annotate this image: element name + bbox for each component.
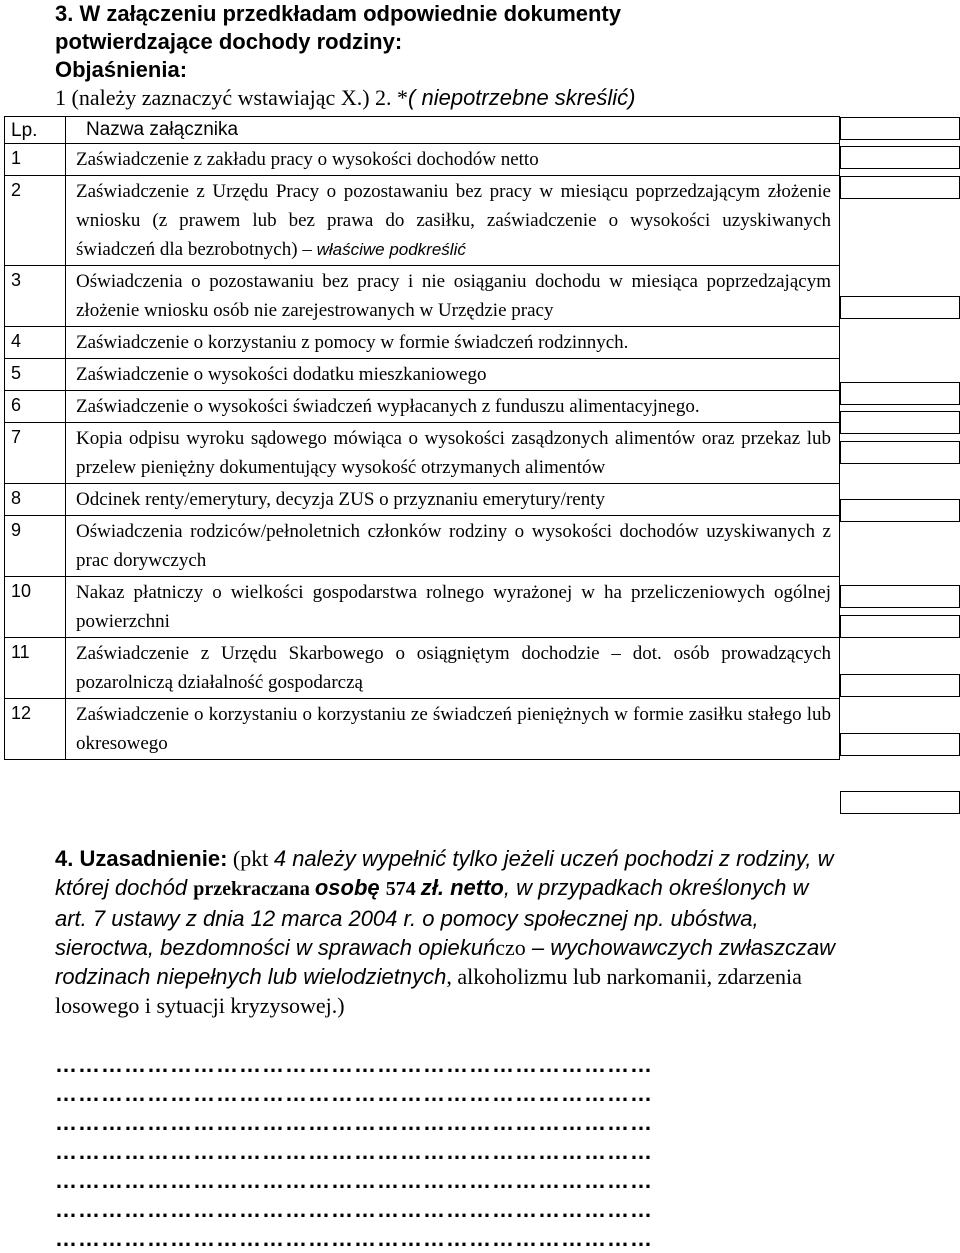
justification-part: 4 należy wypełnić tylko jeżeli uczeń pochodzi z rodziny, w której dochód [55, 846, 834, 900]
row-number: 12 [5, 699, 66, 760]
table-row [5, 577, 840, 638]
dotted-line[interactable]: …………………………………………………………………… [55, 1052, 653, 1077]
column-header-number: Lp. [5, 117, 66, 144]
dotted-line[interactable]: …………………………………………………………………… [55, 1226, 653, 1251]
table-header-row [5, 117, 840, 144]
row-number: 11 [5, 638, 66, 699]
row-text: Zaświadczenie o korzystaniu z pomocy w formie świadczeń rodzinnych. [66, 327, 840, 359]
checkbox-row-4[interactable] [840, 382, 960, 405]
checkbox-row-9[interactable] [840, 615, 960, 638]
section-3-title-line2: potwierdzające dochody rodziny: [55, 29, 403, 54]
dotted-line[interactable]: …………………………………………………………………… [55, 1081, 653, 1106]
dotted-line[interactable]: …………………………………………………………………… [55, 1168, 653, 1193]
table-row [5, 391, 840, 423]
explanations-label: Objaśnienia: [55, 57, 188, 82]
row-number: 5 [5, 359, 66, 391]
justification-part: 574 [385, 878, 421, 900]
row-number: 7 [5, 423, 66, 484]
justification-fill-area[interactable] [55, 1050, 855, 1253]
row-cell [66, 176, 840, 266]
row-number: 6 [5, 391, 66, 423]
checkbox-row-1[interactable] [840, 146, 960, 169]
checkbox-row-3[interactable] [840, 296, 960, 319]
row-text: Oświadczenia rodziców/pełnoletnich członków rodziny o wysokości dochodów uzyskiwanych z prac dorywczych [66, 516, 840, 577]
row-text: Zaświadczenie o wysokości świadczeń wypłacanych z funduszu alimentacyjnego. [66, 391, 840, 423]
table-row [5, 144, 840, 176]
row-text: Zaświadczenie z Urzędu Skarbowego o osiągniętym dochodzie – dot. osób prowadzących pozarolniczą działalność gospodarczą [66, 638, 840, 699]
dotted-line[interactable]: …………………………………………………………………… [55, 1139, 653, 1164]
table-row [5, 176, 840, 266]
explanations-note [55, 84, 845, 112]
justification-part: , alkoholizmu lub narkomanii, zdarzenia losowego i sytuacji kryzysowej.) [55, 964, 802, 1018]
checkbox-header [840, 117, 960, 140]
checkbox-row-8[interactable] [840, 585, 960, 608]
row-number: 8 [5, 484, 66, 516]
checkbox-row-6[interactable] [840, 441, 960, 464]
section-4-heading: 4. Uzasadnienie: [55, 846, 228, 871]
justification-part: (pkt [227, 846, 274, 871]
row-number: 3 [5, 266, 66, 327]
dotted-line[interactable]: …………………………………………………………………… [55, 1110, 653, 1135]
attachments-table [4, 116, 840, 760]
checkbox-row-12[interactable] [840, 791, 960, 814]
row-number: 10 [5, 577, 66, 638]
row-text: Zaświadczenie o wysokości dodatku mieszkaniowego [66, 359, 840, 391]
row-text: Nakaz płatniczy o wielkości gospodarstwa rolnego wyrażonej w ha przeliczeniowych ogólnej powierzchni [66, 577, 840, 638]
justification-part: przekraczana [193, 878, 315, 900]
checkbox-row-2[interactable] [840, 176, 960, 199]
table-row [5, 638, 840, 699]
justification-part: czo [495, 935, 526, 960]
dotted-line[interactable]: …………………………………………………………………… [55, 1197, 653, 1222]
row-text: Zaświadczenie o korzystaniu o korzystaniu ze świadczeń pieniężnych w formie zasiłku stałego lub okresowego [66, 699, 840, 760]
table-row [5, 423, 840, 484]
checkbox-row-11[interactable] [840, 733, 960, 756]
row-text: Zaświadczenie z Urzędu Pracy o pozostawaniu bez pracy w miesiącu poprzedzającym złożenie wniosku (z prawem lub bez prawa do zasiłku, zaświadczenie o wysokości uzyskiwanych świadczeń dla bezrobotnych) – [76, 181, 831, 260]
justification-part: , w przypadkach określonych w art. 7 ustawy z dnia 12 marca 2004 r. o pomocy społecznej np. ubóstwa, sieroctwa, bezdomności w sprawach opiekuń [55, 875, 809, 960]
row-text: Kopia odpisu wyroku sądowego mówiąca o wysokości zasądzonych alimentów oraz przekaz lub przelew pieniężny dokumentujący wysokość otrzymanych alimentów [66, 423, 840, 484]
table-row [5, 484, 840, 516]
row-number: 4 [5, 327, 66, 359]
table-row [5, 327, 840, 359]
section-3-title-line1: 3. W załączeniu przedkładam odpowiednie dokumenty [55, 1, 621, 26]
row-text: Oświadczenia o pozostawaniu bez pracy i nie osiąganiu dochodu w miesiąca poprzedzającym złożenie wniosku osób nie zarejestrowanych w Urzędzie pracy [66, 266, 840, 327]
row-number: 9 [5, 516, 66, 577]
table-row [5, 699, 840, 760]
column-header-name: Nazwa załącznika [66, 117, 840, 144]
note-prefix: 1 (należy zaznaczyć wstawiając X.) 2. * [55, 85, 409, 110]
row-number: 2 [5, 176, 66, 266]
checkbox-row-5[interactable] [840, 411, 960, 434]
row-text: Zaświadczenie z zakładu pracy o wysokości dochodów netto [66, 144, 840, 176]
table-row [5, 266, 840, 327]
checkbox-row-10[interactable] [840, 674, 960, 697]
note-suffix: ( niepotrzebne skreślić) [408, 85, 636, 110]
checkbox-row-7[interactable] [840, 499, 960, 522]
justification-part: osobę [314, 875, 386, 900]
justification-part: – wychowawczych zwłaszczaw rodzinach niepełnych lub wielodzietnych [55, 935, 836, 989]
row-number: 1 [5, 144, 66, 176]
row-text: Odcinek renty/emerytury, decyzja ZUS o przyznaniu emerytury/renty [66, 484, 840, 516]
section-4-justification [55, 844, 845, 1020]
table-row [5, 516, 840, 577]
row-note: właściwe podkreślić [316, 240, 466, 259]
section-3-header [55, 0, 845, 112]
table-row [5, 359, 840, 391]
justification-part: zł. netto [420, 875, 504, 900]
